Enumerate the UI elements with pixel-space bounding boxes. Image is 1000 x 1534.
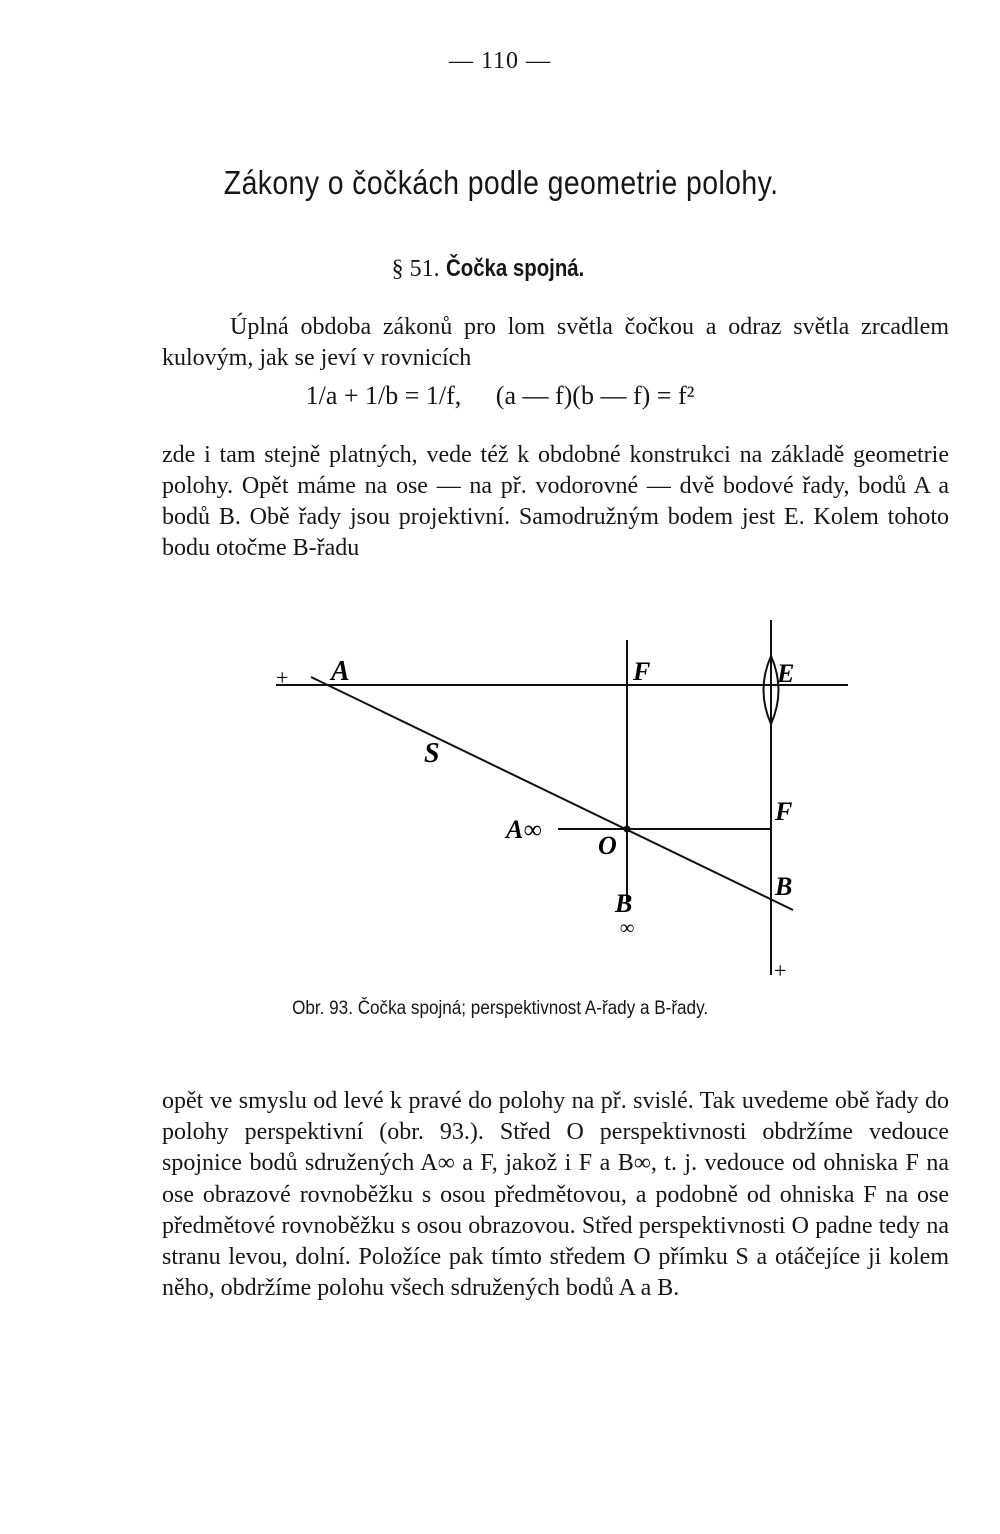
label-plus-top: + (276, 665, 289, 690)
label-e: E (777, 659, 795, 688)
label-s: S (424, 738, 440, 769)
body-paragraph-3: opět ve smyslu od levé k pravé do polohy na př. svislé. Tak uvedeme obě řady do polohy perspektivní (obr. 93.). Střed O perspektivnosti obdržíme vedouce spojnice bodů sdružených A∞ a F, jakož i F a B∞, t. j. vedouce od ohniska F na ose obrazové rovnoběžku s osou předmětovou, a podobně od ohniska F na ose předmětové rovnoběžku s osou obrazovou. Střed perspektivnosti O padne tedy na stranu levou, dolní. Položíce pak tímto středem O přímku S a otáčejíce ji kolem něho, obdržíme polohu všech sdružených bodů A a B. (162, 1088, 949, 1302)
section-number: § 51. (391, 256, 440, 282)
section-name: Čočka spojná. (445, 255, 584, 282)
label-a-infinity: A∞ (506, 815, 542, 844)
label-b-infinity: B (615, 889, 633, 918)
label-a: A (331, 656, 350, 687)
label-f-right: F (775, 797, 793, 826)
equation-right: (a — f)(b — f) = f² (495, 381, 695, 410)
figure-caption (0, 998, 1000, 1020)
page-number: — 110 — (448, 48, 552, 74)
chapter-title: Zákony o čočkách podle geometrie polohy. (223, 164, 779, 201)
label-infinity-symbol: ∞ (620, 917, 635, 939)
label-o: O (598, 831, 617, 860)
point-o (624, 826, 631, 833)
body-paragraph-2: zde i tam stejně platných, vede též k obdobné konstrukci na základě geometrie polohy. Opět máme na ose — na př. vodorovné — dvě bodové řady, bodů A a bodů B. Obě řady jsou projektivní. Samodružným bodem jest E. Kolem tohoto bodu otočme B-řadu (162, 442, 949, 561)
label-b-right: B (775, 872, 793, 901)
equation-left: 1/a + 1/b = 1/f, (305, 381, 462, 410)
intro-text: Úplná obdoba zákonů pro lom světla čočkou a odraz světla zrcadlem kulovým, jak se jeví v rovnicích (162, 314, 949, 371)
label-f-top: F (633, 657, 651, 686)
label-plus-bottom: + (774, 958, 787, 983)
line-s (311, 677, 793, 910)
caption-text: Obr. 93. Čočka spojná; perspektivnost A-řady a B-řady. (292, 998, 708, 1019)
